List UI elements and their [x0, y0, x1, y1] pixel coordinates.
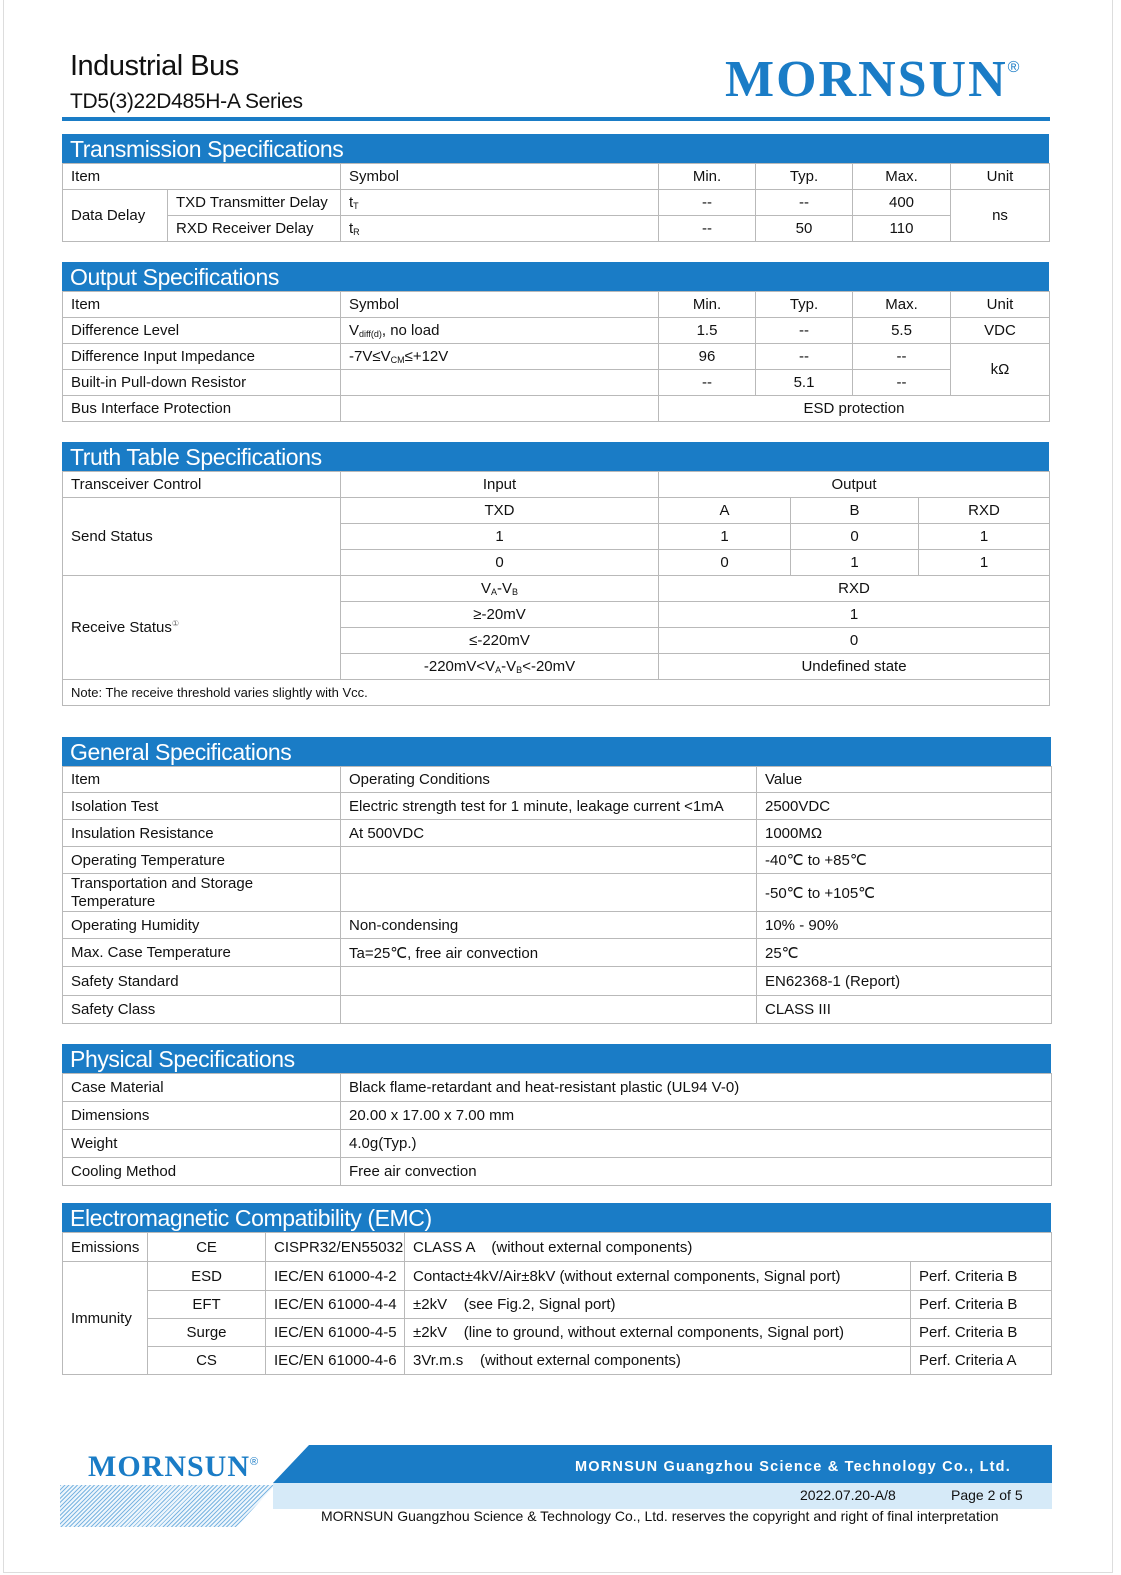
header-item: Item	[63, 292, 341, 318]
emc-standard: IEC/EN 61000-4-2	[266, 1262, 405, 1291]
symbol-suffix: , no load	[381, 322, 440, 339]
row-symbol	[341, 396, 659, 422]
registered-mark: ®	[250, 1456, 260, 1468]
cell: ≥-20mV	[341, 602, 659, 628]
output-table	[62, 291, 1050, 422]
table-row	[63, 498, 1050, 524]
header-max: Max.	[853, 164, 951, 190]
table-row	[63, 967, 1052, 996]
send-col-b: B	[791, 498, 919, 524]
emc-type: CE	[148, 1233, 266, 1262]
header-value: Value	[757, 767, 1052, 793]
header-item: Item	[63, 164, 341, 190]
emc-standard: IEC/EN 61000-4-4	[266, 1291, 405, 1319]
table-header-row	[63, 472, 1050, 498]
section-title: Electromagnetic Compatibility (EMC)	[62, 1203, 1051, 1232]
receive-status-text: Receive Status	[71, 619, 172, 636]
emc-standard: CISPR32/EN55032	[266, 1233, 405, 1262]
symbol-text: t	[349, 220, 354, 237]
send-col-rxd: RXD	[919, 498, 1050, 524]
cell: 1	[919, 550, 1050, 576]
table-row	[63, 680, 1050, 706]
emc-detail: ±2kV (line to ground, without external components, Signal port)	[405, 1319, 911, 1347]
row-value: 4.0g(Typ.)	[341, 1130, 1052, 1158]
row-item: Weight	[63, 1130, 341, 1158]
emc-detail: ±2kV (see Fig.2, Signal port)	[405, 1291, 911, 1319]
symbol-text: <-20mV	[522, 658, 576, 675]
emc-section	[62, 1203, 1051, 1375]
logo-text: MORNSUN	[725, 51, 1008, 108]
header-divider	[62, 117, 1050, 121]
row-item: Safety Class	[63, 996, 341, 1024]
cell: 1	[919, 524, 1050, 550]
send-status-label: Send Status	[63, 498, 341, 576]
cell	[341, 654, 659, 680]
header-unit: Unit	[951, 164, 1050, 190]
row-item: Dimensions	[63, 1102, 341, 1130]
table-row	[63, 1102, 1052, 1130]
row-name: TXD Transmitter Delay	[168, 190, 341, 216]
emc-standard: IEC/EN 61000-4-6	[266, 1347, 405, 1375]
symbol-text: t	[349, 194, 354, 211]
row-item: Safety Standard	[63, 967, 341, 996]
row-name: RXD Receiver Delay	[168, 216, 341, 242]
table-row	[63, 847, 1052, 874]
receive-col-rxd: RXD	[659, 576, 1050, 602]
row-symbol	[341, 344, 659, 370]
row-conditions	[341, 874, 757, 912]
send-col-a: A	[659, 498, 791, 524]
table-header-row	[63, 292, 1050, 318]
row-max: 5.5	[853, 318, 951, 344]
truth-note: Note: The receive threshold varies slightly with Vcc.	[63, 680, 1050, 706]
table-row	[63, 1347, 1052, 1375]
emc-detail: 3Vr.m.s (without external components)	[405, 1347, 911, 1375]
symbol-text: -V	[497, 580, 512, 597]
input-header: Input	[341, 472, 659, 498]
symbol-text: V	[349, 322, 360, 339]
header-conditions: Operating Conditions	[341, 767, 757, 793]
cell: ≤-220mV	[341, 628, 659, 654]
row-max: 110	[853, 216, 951, 242]
table-row	[63, 1233, 1052, 1262]
receive-status-label	[63, 576, 341, 680]
header-typ: Typ.	[756, 164, 853, 190]
symbol-text: -220mV<V	[423, 658, 496, 675]
emc-type: ESD	[148, 1262, 266, 1291]
transmission-table	[62, 163, 1050, 242]
symbol-sub: R	[353, 227, 360, 237]
row-max: --	[853, 370, 951, 396]
output-header: Output	[659, 472, 1050, 498]
output-section	[62, 262, 1049, 422]
table-row	[63, 1262, 1052, 1291]
row-conditions: Electric strength test for 1 minute, leakage current <1mA	[341, 793, 757, 820]
table-row	[63, 318, 1050, 344]
page-number: Page 2 of 5	[951, 1487, 1023, 1503]
row-min: --	[659, 370, 756, 396]
section-title: Output Specifications	[62, 262, 1049, 291]
symbol-sub: A	[490, 587, 497, 597]
header-symbol: Symbol	[341, 292, 659, 318]
symbol-suffix: ≤+12V	[404, 348, 449, 365]
physical-section	[62, 1044, 1051, 1186]
truth-table	[62, 471, 1050, 706]
section-title: Transmission Specifications	[62, 134, 1049, 163]
row-max: --	[853, 344, 951, 370]
row-unit: ns	[951, 190, 1050, 242]
header-symbol: Symbol	[341, 164, 659, 190]
table-row	[63, 793, 1052, 820]
cell: 1	[341, 524, 659, 550]
table-row	[63, 1158, 1052, 1186]
symbol-sub: CM	[390, 355, 405, 365]
footer-logo	[88, 1450, 259, 1484]
cell: Undefined state	[659, 654, 1050, 680]
row-symbol	[341, 370, 659, 396]
table-row	[63, 874, 1052, 912]
row-item: Cooling Method	[63, 1158, 341, 1186]
table-row	[63, 1074, 1052, 1102]
row-conditions: Ta=25℃, free air convection	[341, 939, 757, 967]
section-title: Truth Table Specifications	[62, 442, 1049, 471]
footnote-mark: ①	[171, 619, 180, 628]
footer-date: 2022.07.20-A/8	[800, 1487, 896, 1503]
row-value: -40℃ to +85℃	[757, 847, 1052, 874]
table-row	[63, 344, 1050, 370]
receive-col-input	[341, 576, 659, 602]
section-title: Physical Specifications	[62, 1044, 1051, 1073]
transceiver-control-label: Transceiver Control	[63, 472, 341, 498]
row-value: Free air convection	[341, 1158, 1052, 1186]
header-typ: Typ.	[756, 292, 853, 318]
row-typ: 50	[756, 216, 853, 242]
row-conditions: At 500VDC	[341, 820, 757, 847]
emc-criteria: Perf. Criteria A	[911, 1347, 1052, 1375]
row-unit: kΩ	[951, 344, 1050, 396]
symbol-sub: B	[512, 587, 519, 597]
row-item: Bus Interface Protection	[63, 396, 341, 422]
symbol-text: -V	[501, 658, 517, 675]
row-conditions	[341, 967, 757, 996]
cell: 1	[659, 602, 1050, 628]
physical-table	[62, 1073, 1052, 1186]
table-row	[63, 370, 1050, 396]
row-typ: --	[756, 344, 853, 370]
general-section	[62, 737, 1051, 1024]
cell: 1	[659, 524, 791, 550]
row-symbol	[341, 318, 659, 344]
registered-mark: ®	[1007, 59, 1022, 76]
table-row	[63, 576, 1050, 602]
row-min: --	[659, 190, 756, 216]
row-item: Isolation Test	[63, 793, 341, 820]
emc-criteria: Perf. Criteria B	[911, 1262, 1052, 1291]
table-row	[63, 190, 1050, 216]
header-min: Min.	[659, 292, 756, 318]
general-table	[62, 766, 1052, 1024]
row-value: ESD protection	[659, 396, 1050, 422]
symbol-sub: B	[516, 665, 523, 675]
header-max: Max.	[853, 292, 951, 318]
cell: 0	[659, 628, 1050, 654]
data-delay-label: Data Delay	[63, 190, 168, 242]
row-value: 25℃	[757, 939, 1052, 967]
footer-company: MORNSUN Guangzhou Science & Technology Co., Ltd.	[575, 1459, 1011, 1475]
row-value: CLASS III	[757, 996, 1052, 1024]
section-title: General Specifications	[62, 737, 1051, 766]
row-symbol	[341, 190, 659, 216]
row-max: 400	[853, 190, 951, 216]
row-min: --	[659, 216, 756, 242]
row-value: 10% - 90%	[757, 912, 1052, 939]
emissions-label: Emissions	[63, 1233, 148, 1262]
table-header-row	[63, 767, 1052, 793]
table-row	[63, 216, 1050, 242]
immunity-label: Immunity	[63, 1262, 148, 1375]
row-conditions: Non-condensing	[341, 912, 757, 939]
row-item: Difference Level	[63, 318, 341, 344]
cell: 0	[791, 524, 919, 550]
symbol-text: V	[480, 580, 491, 597]
table-row	[63, 939, 1052, 967]
truth-table-section	[62, 442, 1049, 706]
symbol-sub: diff(d)	[359, 329, 382, 339]
row-item: Max. Case Temperature	[63, 939, 341, 967]
cell: 1	[791, 550, 919, 576]
cell: 0	[341, 550, 659, 576]
row-unit: VDC	[951, 318, 1050, 344]
row-value: Black flame-retardant and heat-resistant plastic (UL94 V-0)	[341, 1074, 1052, 1102]
emc-type: Surge	[148, 1319, 266, 1347]
emc-criteria: Perf. Criteria B	[911, 1291, 1052, 1319]
table-row	[63, 396, 1050, 422]
brand-logo	[725, 51, 1022, 108]
header-unit: Unit	[951, 292, 1050, 318]
row-typ: --	[756, 190, 853, 216]
row-conditions	[341, 996, 757, 1024]
emc-type: CS	[148, 1347, 266, 1375]
row-value: 2500VDC	[757, 793, 1052, 820]
row-symbol	[341, 216, 659, 242]
table-row	[63, 996, 1052, 1024]
row-value: 20.00 x 17.00 x 7.00 mm	[341, 1102, 1052, 1130]
row-typ: 5.1	[756, 370, 853, 396]
row-min: 96	[659, 344, 756, 370]
table-header-row	[63, 164, 1050, 190]
header-min: Min.	[659, 164, 756, 190]
row-value: EN62368-1 (Report)	[757, 967, 1052, 996]
footer-info-band	[273, 1483, 1052, 1509]
emc-criteria: Perf. Criteria B	[911, 1319, 1052, 1347]
symbol-sub: T	[353, 201, 359, 211]
emc-type: EFT	[148, 1291, 266, 1319]
table-row	[63, 1291, 1052, 1319]
cell: 0	[659, 550, 791, 576]
symbol-sub: A	[495, 665, 502, 675]
row-item: Case Material	[63, 1074, 341, 1102]
row-typ: --	[756, 318, 853, 344]
send-col-txd: TXD	[341, 498, 659, 524]
emc-detail: Contact±4kV/Air±8kV (without external components, Signal port)	[405, 1262, 911, 1291]
transmission-section	[62, 134, 1049, 242]
footer-copyright: MORNSUN Guangzhou Science & Technology Co., Ltd. reserves the copyright and right of final interpretation	[321, 1508, 999, 1524]
row-value: -50℃ to +105℃	[757, 874, 1052, 912]
row-conditions	[341, 847, 757, 874]
row-item: Built-in Pull-down Resistor	[63, 370, 341, 396]
table-row	[63, 1130, 1052, 1158]
row-item: Operating Humidity	[63, 912, 341, 939]
table-row	[63, 820, 1052, 847]
symbol-text: -7V≤V	[349, 348, 391, 365]
series-name: TD5(3)22D485H-A Series	[70, 90, 303, 113]
row-item: Difference Input Impedance	[63, 344, 341, 370]
table-row	[63, 1319, 1052, 1347]
row-item: Insulation Resistance	[63, 820, 341, 847]
row-value: 1000MΩ	[757, 820, 1052, 847]
row-item: Transportation and Storage Temperature	[63, 874, 341, 912]
table-row	[63, 912, 1052, 939]
footer-logo-text: MORNSUN	[88, 1450, 250, 1483]
emc-standard: IEC/EN 61000-4-5	[266, 1319, 405, 1347]
row-min: 1.5	[659, 318, 756, 344]
row-item: Operating Temperature	[63, 847, 341, 874]
emc-detail: CLASS A (without external components)	[405, 1233, 1052, 1262]
page-title: Industrial Bus	[70, 50, 239, 82]
emc-table	[62, 1232, 1052, 1375]
header-item: Item	[63, 767, 341, 793]
